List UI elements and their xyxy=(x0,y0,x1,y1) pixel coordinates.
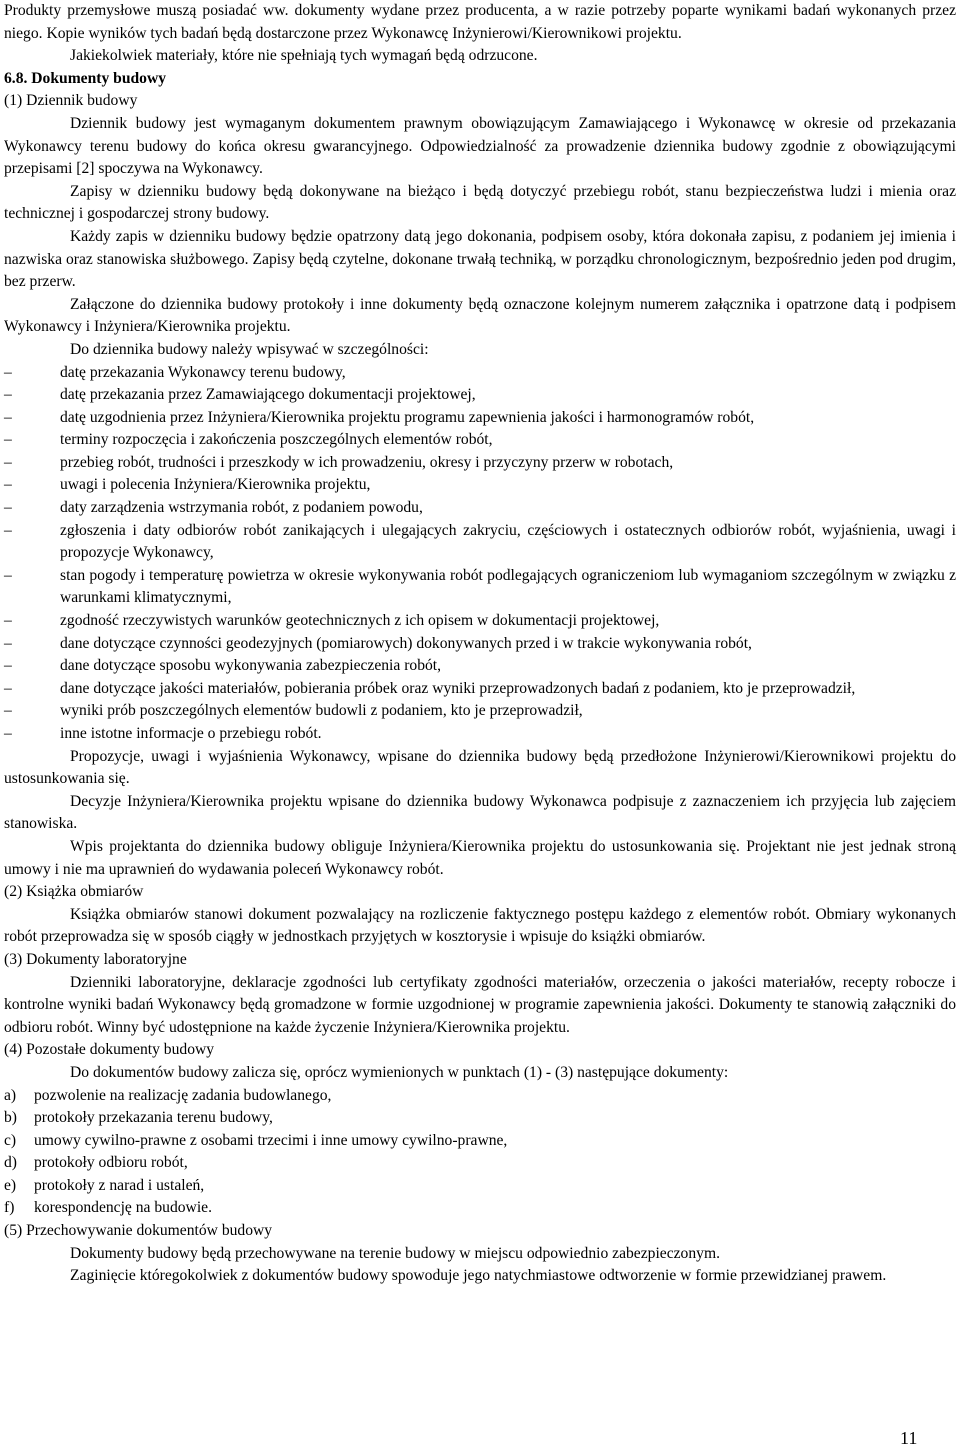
list-item xyxy=(4,633,956,656)
list-item xyxy=(4,362,956,385)
list-item-text: przebieg robót, trudności i przeszkody w ich prowadzeniu, okresy i przyczyny przerw w robotach, xyxy=(60,453,674,471)
list-item xyxy=(4,429,956,452)
list-item xyxy=(4,1107,956,1130)
dash-marker: – xyxy=(4,408,12,426)
list-item xyxy=(4,497,956,520)
list-item xyxy=(4,678,956,701)
dash-marker: – xyxy=(4,566,12,584)
list-item xyxy=(4,700,956,723)
paragraph: Decyzje Inżyniera/Kierownika projektu wpisane do dziennika budowy Wykonawca podpisuje z zaznaczeniem ich przyjęcia lub zajęciem stanowiska. xyxy=(4,792,956,833)
dash-marker: – xyxy=(4,453,12,471)
list-item-text: zgłoszenia i daty odbiorów robót zanikających i ulegających zakryciu, częściowych i ostatecznych odbiorów robót, wyjaśnienia, uwagi i propozycje Wykonawcy, xyxy=(60,521,956,562)
list-item xyxy=(4,1197,956,1220)
list-item-text: pozwolenie na realizację zadania budowlanego, xyxy=(34,1086,332,1104)
list-item-text: dane dotyczące jakości materiałów, pobierania próbek oraz wyniki przeprowadzonych badań z podaniem, kto je przeprowadził, xyxy=(60,679,856,697)
rejection-note: Jakiekolwiek materiały, które nie spełniają tych wymagań będą odrzucone. xyxy=(70,47,538,65)
list-marker: a) xyxy=(4,1086,17,1104)
dash-marker: – xyxy=(4,386,12,404)
list-item-text: dane dotyczące czynności geodezyjnych (pomiarowych) dokonywanych przed i w trakcie wykonywania robót, xyxy=(60,634,752,652)
list-item xyxy=(4,384,956,407)
list-item-text: umowy cywilno-prawne z osobami trzecimi i inne umowy cywilno-prawne, xyxy=(34,1131,508,1149)
list-item xyxy=(4,565,956,610)
paragraph: Dziennik budowy jest wymaganym dokumentem prawnym obowiązującym Zamawiającego i Wykonawcę w okresie od przekazania Wykonawcy terenu budowy do końca okresu gwarancyjnego. Odpowiedzialność za prowadzenie dziennika budowy zgodnie z obowiązującymi przepisami [2] spoczywa na Wykonawcy. xyxy=(4,114,956,178)
list-item-text: protokoły odbioru robót, xyxy=(34,1154,188,1172)
list-marker: d) xyxy=(4,1154,17,1172)
list-item-text: wyniki prób poszczególnych elementów budowli z podaniem, kto je przeprowadził, xyxy=(60,702,583,720)
list-item-text: uwagi i polecenia Inżyniera/Kierownika projektu, xyxy=(60,476,371,494)
subsection-title: (3) Dokumenty laboratoryjne xyxy=(4,950,187,968)
subsection-title: (4) Pozostałe dokumenty budowy xyxy=(4,1041,215,1059)
list-item xyxy=(4,452,956,475)
paragraph: Wpis projektanta do dziennika budowy obliguje Inżyniera/Kierownika projektu do ustosunkowania się. Projektant nie jest jednak stroną umowy i nie ma uprawnień do wydawania poleceń Wykonawcy robót. xyxy=(4,837,956,878)
list-item-text: protokoły przekazania terenu budowy, xyxy=(34,1109,273,1127)
list-item xyxy=(4,1130,956,1153)
list-item-text: daty zarządzenia wstrzymania robót, z podaniem powodu, xyxy=(60,499,423,517)
list-item-text: datę przekazania Wykonawcy terenu budowy, xyxy=(60,363,346,381)
dash-marker: – xyxy=(4,363,12,381)
paragraph: Załączone do dziennika budowy protokoły i inne dokumenty będą oznaczone kolejnym numerem załącznika i opatrzone datą i podpisem Wykonawcy i Inżyniera/Kierownika projektu. xyxy=(4,295,956,336)
paragraph: Dokumenty budowy będą przechowywane na terenie budowy w miejscu odpowiednio zabezpieczonym. xyxy=(70,1244,720,1262)
section-heading: 6.8. Dokumenty budowy xyxy=(4,69,167,87)
paragraph: Zaginięcie któregokolwiek z dokumentów budowy spowoduje jego natychmiastowe odtworzenie w formie przewidzianej prawem. xyxy=(70,1267,887,1285)
document-page xyxy=(4,0,956,1288)
list-item xyxy=(4,610,956,633)
paragraph: Dzienniki laboratoryjne, deklaracje zgodności lub certyfikaty zgodności materiałów, orzeczenia o jakości materiałów, recepty robocze i kontrolne wyniki badań Wykonawcy będą gromadzone w formie uzgodnionej w programie zapewnienia jakości. Dokumenty te stanowią załączniki do odbioru robót. Winny być udostępnione na każde życzenie Inżyniera/Kierownika projektu. xyxy=(4,973,956,1036)
list-item-text: dane dotyczące sposobu wykonywania zabezpieczenia robót, xyxy=(60,657,442,675)
intro-paragraph: Produkty przemysłowe muszą posiadać ww. dokumenty wydane przez producenta, a w razie potrzeby poparte wynikami badań wykonanych przez niego. Kopie wyników tych badań będą dostarczone przez Wykonawcę Inżynierowi/Kierownikowi projektu. xyxy=(4,2,956,42)
dash-marker: – xyxy=(4,634,12,652)
list-item xyxy=(4,1152,956,1175)
paragraph: Każdy zapis w dzienniku budowy będzie opatrzony datą jego dokonania, podpisem osoby, która dokonała zapisu, z podaniem jej imienia i nazwiska oraz stanowiska służbowego. Zapisy będą czytelne, dokonane trwałą techniką, w porządku chronologicznym, bezpośrednio jeden pod drugim, bez przerw. xyxy=(4,227,956,291)
list-item-text: korespondencję na budowie. xyxy=(34,1199,212,1217)
list-marker: e) xyxy=(4,1176,17,1194)
dash-marker: – xyxy=(4,679,12,697)
paragraph: Książka obmiarów stanowi dokument pozwalający na rozliczenie faktycznego postępu każdego z elementów robót. Obmiary wykonanych robót przeprowadza się w sposób ciągły w jednostkach przyjętych w kosztorysie i wpisuje do książki obmiarów. xyxy=(4,905,956,946)
page-number: 11 xyxy=(900,1428,918,1448)
list-item xyxy=(4,655,956,678)
list-item xyxy=(4,520,956,565)
list-item-text: protokoły z narad i ustaleń, xyxy=(34,1176,205,1194)
dash-marker: – xyxy=(4,499,12,517)
list-item xyxy=(4,1175,956,1198)
list-marker: f) xyxy=(4,1199,15,1217)
subsection-title: (5) Przechowywanie dokumentów budowy xyxy=(4,1222,273,1240)
paragraph: Do dziennika budowy należy wpisywać w szczególności: xyxy=(70,340,429,358)
list-item-text: terminy rozpoczęcia i zakończenia poszczególnych elementów robót, xyxy=(60,431,493,449)
dash-marker: – xyxy=(4,431,12,449)
dash-list xyxy=(4,362,956,746)
lettered-list xyxy=(4,1085,956,1221)
dash-marker: – xyxy=(4,725,12,742)
list-marker: c) xyxy=(4,1131,17,1149)
dash-marker: – xyxy=(4,476,12,494)
dash-marker: – xyxy=(4,521,12,539)
list-item xyxy=(4,1085,956,1108)
subsection-title: (2) Książka obmiarów xyxy=(4,883,144,901)
list-item-text: zgodność rzeczywistych warunków geotechnicznych z ich opisem w dokumentacji projektowej, xyxy=(60,612,660,630)
list-item-text: datę uzgodnienia przez Inżyniera/Kierownika projektu programu zapewnienia jakości i harmonogramów robót, xyxy=(60,408,755,426)
list-item xyxy=(4,474,956,497)
paragraph: Zapisy w dzienniku budowy będą dokonywane na bieżąco i będą dotyczyć przebiegu robót, stanu bezpieczeństwa ludzi i mienia oraz technicznej i gospodarczej strony budowy. xyxy=(4,182,956,223)
dash-marker: – xyxy=(4,657,12,675)
paragraph: Propozycje, uwagi i wyjaśnienia Wykonawcy, wpisane do dziennika budowy będą przedłożone Inżynierowi/Kierownikowi projektu do ustosunkowania się. xyxy=(4,747,956,788)
dash-marker: – xyxy=(4,612,12,630)
list-item-text: stan pogody i temperaturę powietrza w okresie wykonywania robót podlegających ograniczeniom lub wymaganiom szczególnym w związku z warunkami klimatycznymi, xyxy=(60,566,956,607)
subsection-title: (1) Dziennik budowy xyxy=(4,92,138,110)
dash-marker: – xyxy=(4,702,12,720)
list-item-text: datę przekazania przez Zamawiającego dokumentacji projektowej, xyxy=(60,386,476,404)
paragraph: Do dokumentów budowy zalicza się, oprócz wymienionych w punktach (1) - (3) następujące dokumenty: xyxy=(70,1063,729,1081)
list-item xyxy=(4,407,956,430)
list-marker: b) xyxy=(4,1109,17,1127)
list-item-text: inne istotne informacje o przebiegu robót. xyxy=(60,725,322,742)
list-item xyxy=(4,723,956,746)
